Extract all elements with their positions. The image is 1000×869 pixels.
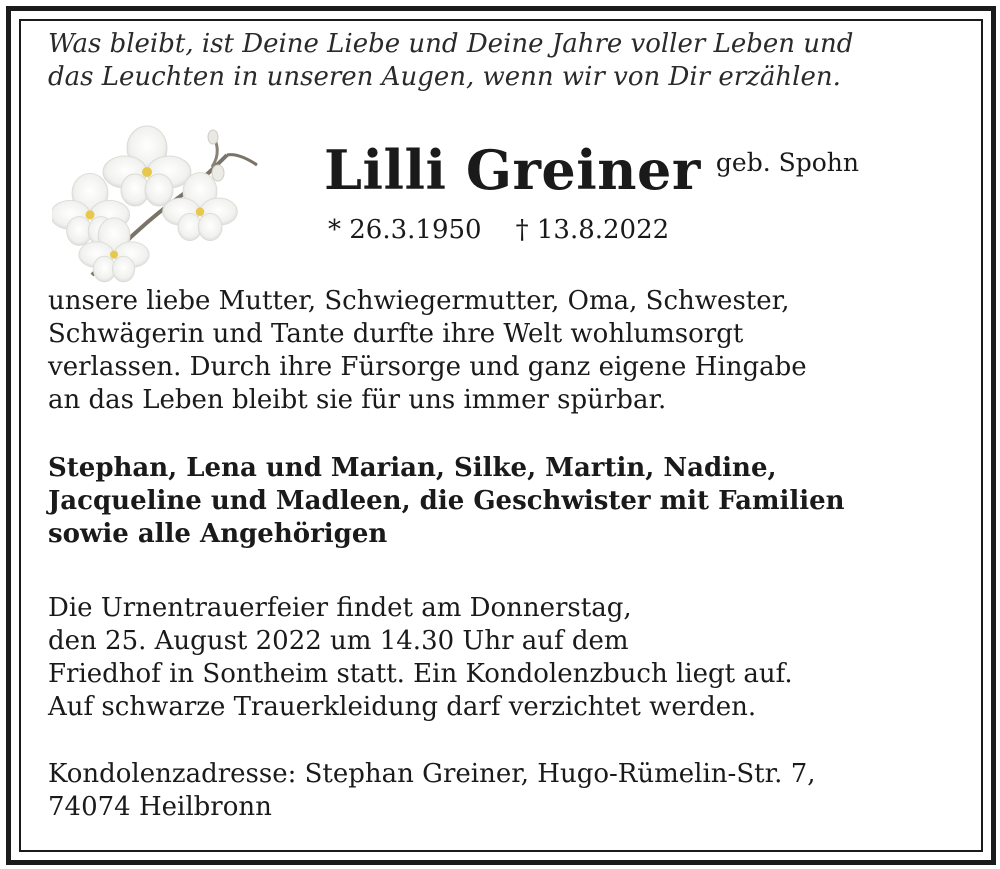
text-line: Die Urnentrauerfeier findet am Donnerstag,: [48, 593, 632, 623]
text-line: Auf schwarze Trauerkleidung darf verzichtet werden.: [48, 692, 757, 722]
text-line: Schwägerin und Tante durfte ihre Welt wohlumsorgt: [48, 319, 744, 349]
text-line: den 25. August 2022 um 14.30 Uhr auf dem: [48, 626, 629, 656]
motto-quote: [48, 28, 928, 94]
text-line: Jacqueline und Madleen, die Geschwister mit Familien: [48, 486, 845, 516]
text-line: an das Leben bleibt sie für uns immer spürbar.: [48, 385, 667, 415]
text-line: unsere liebe Mutter, Schwiegermutter, Oma, Schwester,: [48, 286, 790, 316]
deceased-heading: [324, 140, 859, 200]
text-line: sowie alle Angehörigen: [48, 519, 388, 549]
motto-line: Was bleibt, ist Deine Liebe und Deine Jahre voller Leben und: [48, 29, 854, 59]
orchid-flower-icon: [52, 125, 262, 290]
life-dates: [328, 215, 669, 245]
text-line: verlassen. Durch ihre Fürsorge und ganz eigene Hingabe: [48, 352, 807, 382]
text-line: Stephan, Lena und Marian, Silke, Martin, Nadine,: [48, 453, 777, 483]
text-line: Friedhof in Sontheim statt. Ein Kondolenzbuch liegt auf.: [48, 659, 793, 689]
announcement-text: [48, 285, 948, 417]
death-date: † 13.8.2022: [515, 215, 670, 245]
condolence-address: [48, 758, 948, 824]
ceremony-text: [48, 592, 948, 724]
motto-line: das Leuchten in unseren Augen, wenn wir von Dir erzählen.: [48, 62, 841, 92]
deceased-name: Lilli Greiner: [324, 138, 701, 202]
birth-date: * 26.3.1950: [328, 215, 482, 245]
mourners-list: [48, 452, 948, 551]
text-line: Kondolenzadresse: Stephan Greiner, Hugo-Rümelin-Str. 7,: [48, 759, 816, 789]
birth-name: geb. Spohn: [715, 148, 860, 177]
text-line: 74074 Heilbronn: [48, 792, 272, 822]
